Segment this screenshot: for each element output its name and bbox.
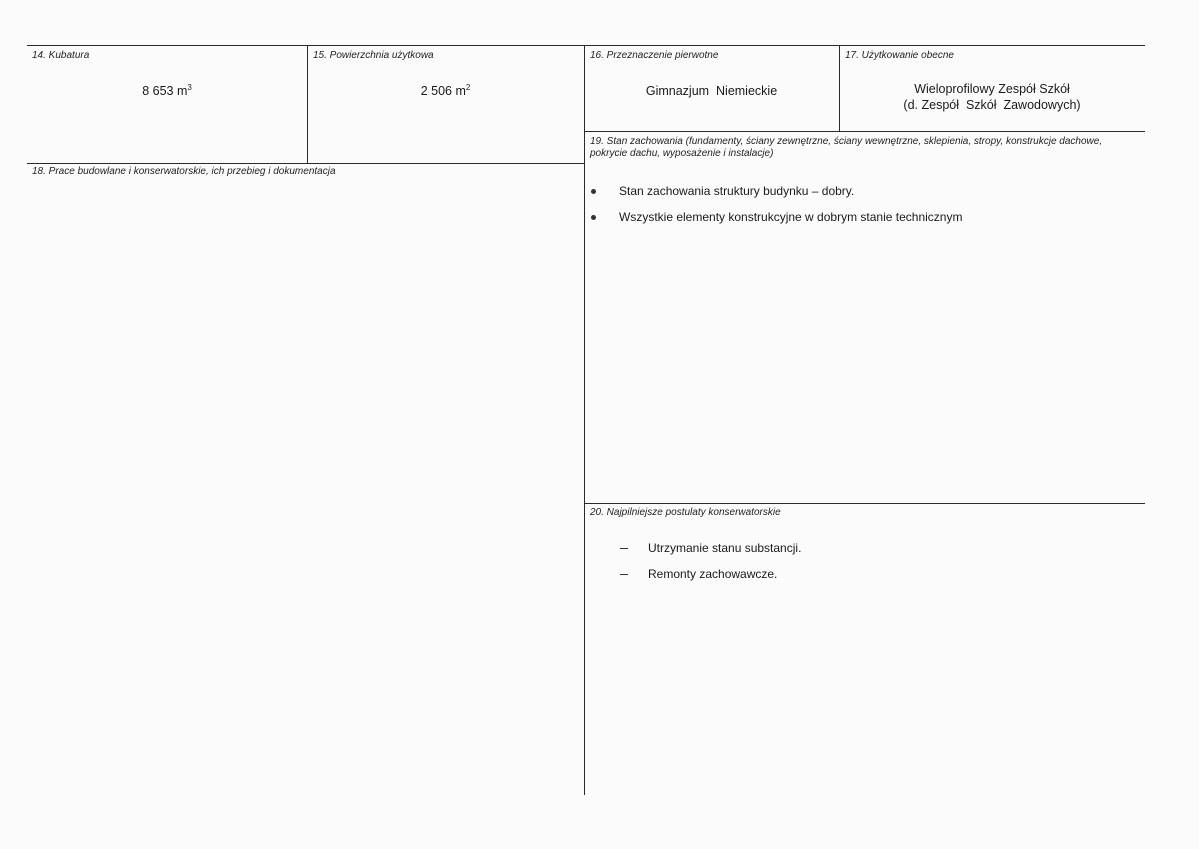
divider-top-left-row bbox=[27, 163, 584, 164]
dash-icon bbox=[620, 548, 628, 549]
divider-19-20 bbox=[584, 503, 1145, 504]
field-16-label: 16. Przeznaczenie pierwotne bbox=[590, 50, 719, 61]
field-17-value-line2: (d. Zespół Szkół Zawodowych) bbox=[903, 98, 1081, 112]
center-divider bbox=[584, 45, 585, 795]
field-14-value bbox=[27, 83, 307, 99]
field-19-list bbox=[589, 183, 962, 235]
field-17-value-line1: Wieloprofilowy Zespół Szkół bbox=[914, 82, 1070, 96]
field-14-number: 8 653 m bbox=[142, 84, 188, 98]
list-item-text: Utrzymanie stanu substancji. bbox=[648, 541, 802, 555]
field-19-label: 19. Stan zachowania (fundamenty, ściany zewnętrzne, ściany wewnętrzne, sklepienia, stropy, konstrukcje dachowe, pokrycie dachu, wyposażenie i instalacje) bbox=[590, 136, 1103, 159]
field-15-number: 2 506 m bbox=[420, 84, 466, 98]
field-17-value bbox=[839, 81, 1145, 113]
field-16-value: Gimnazjum Niemieckie bbox=[645, 84, 778, 98]
field-18-label: 18. Prace budowlane i konserwatorskie, ich przebieg i dokumentacja bbox=[32, 166, 336, 177]
dash-icon bbox=[620, 574, 628, 575]
field-14-label: 14. Kubatura bbox=[32, 50, 90, 61]
list-item bbox=[589, 183, 962, 209]
list-item bbox=[618, 540, 801, 566]
field-20-label: 20. Najpilniejsze postulaty konserwatorskie bbox=[590, 507, 781, 518]
list-item bbox=[618, 566, 801, 592]
field-15-label: 15. Powierzchnia użytkowa bbox=[313, 50, 434, 61]
list-item-text: Remonty zachowawcze. bbox=[648, 567, 778, 581]
bullet-icon bbox=[591, 189, 596, 194]
field-14-unit-exponent: 3 bbox=[187, 83, 192, 92]
field-20-list bbox=[618, 540, 801, 592]
bullet-icon bbox=[591, 215, 596, 220]
field-15-unit-exponent: 2 bbox=[465, 83, 471, 92]
field-15-value bbox=[307, 83, 584, 99]
list-item-text: Wszystkie elementy konstrukcyjne w dobrym stanie technicznym bbox=[619, 210, 963, 224]
list-item bbox=[589, 209, 962, 235]
divider-14-15 bbox=[307, 45, 308, 163]
top-border bbox=[27, 45, 1145, 46]
field-17-label: 17. Użytkowanie obecne bbox=[845, 50, 954, 61]
divider-top-right-row bbox=[584, 131, 1145, 132]
list-item-text: Stan zachowania struktury budynku – dobry. bbox=[619, 184, 855, 198]
